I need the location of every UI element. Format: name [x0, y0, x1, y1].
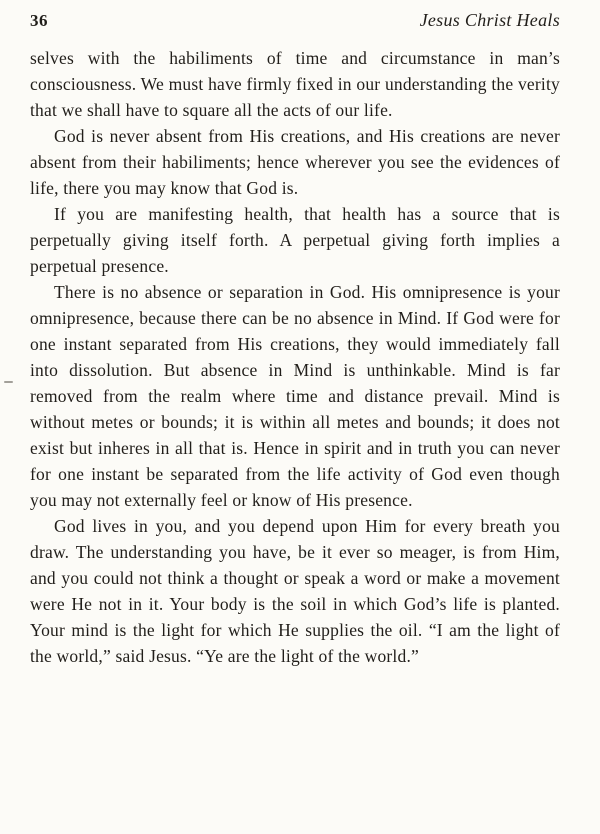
running-title: Jesus Christ Heals: [419, 10, 560, 30]
page-header: [30, 10, 560, 31]
paragraph: God is never absent from His creations, and His creations are never absent from their habiliments; hence wherever you see the evidences of life, there you may know that God is.: [30, 126, 560, 198]
paragraph: selves with the habiliments of time and circumstance in man’s consciousness. We must have firmly fixed in our understanding the verity that we shall have to square all the acts of our life.: [30, 48, 560, 120]
paragraph: God lives in you, and you depend upon Him for every breath you draw. The understanding you have, be it ever so meager, is from Him, and you could not think a thought or speak a word or make a movement were He not in it. Your body is the soil in which God’s life is planted. Your mind is the light for which He supplies the oil. “I am the light of the world,” said Jesus. “Ye are the light of the world.”: [30, 516, 560, 666]
scan-artifact: [4, 381, 13, 383]
page-body: [30, 45, 560, 669]
paragraph: If you are manifesting health, that health has a source that is perpetually giving itself forth. A perpetual giving forth implies a perpetual presence.: [30, 204, 560, 276]
paragraph: There is no absence or separation in God. His omnipresence is your omnipresence, because there can be no absence in Mind. If God were for one instant separated from His creations, they would immediately fall into dissolution. But absence in Mind is unthinkable. Mind is far removed from the realm where time and distance prevail. Mind is without metes or bounds; it is within all metes and bounds; it does not exist but inheres in all that is. Hence in spirit and in truth you can never for one instant be separated from the life activity of God even though you may not externally feel or know of His presence.: [30, 282, 560, 510]
page-number: 36: [30, 11, 48, 30]
